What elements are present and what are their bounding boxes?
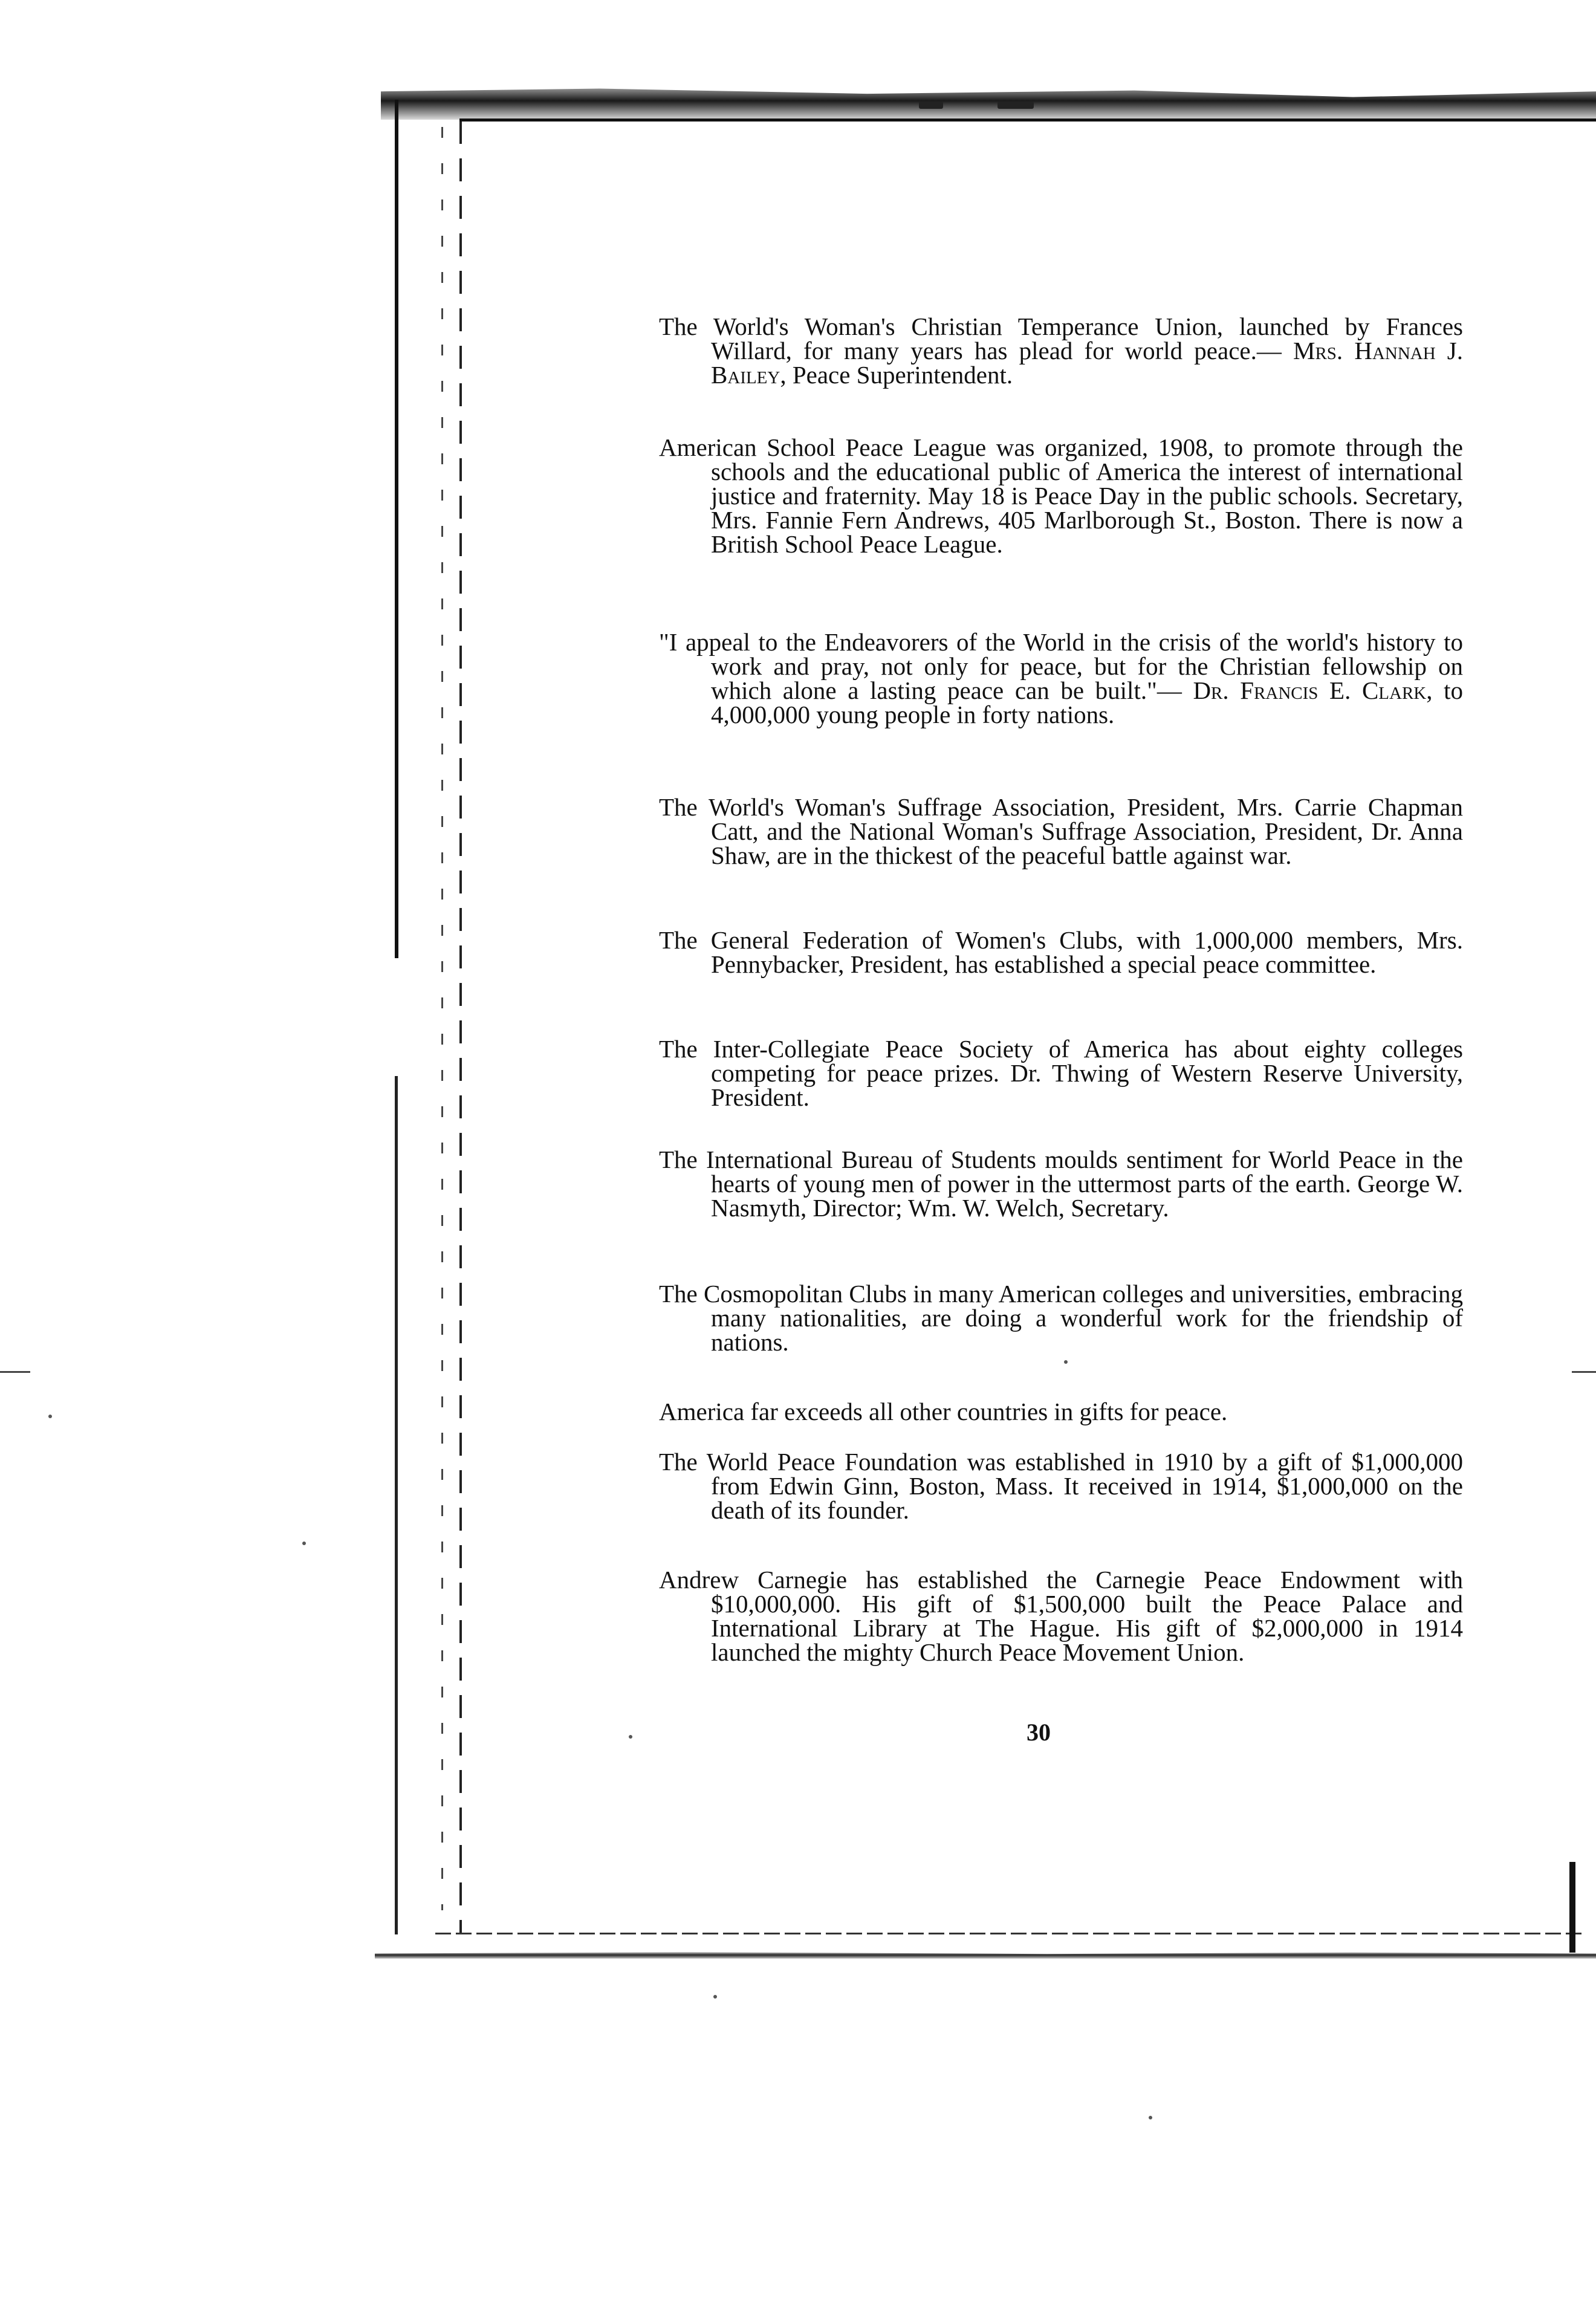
entry-signature-name: Dr. Francis E. Clark (1193, 676, 1427, 704)
scan-speck (629, 1735, 632, 1739)
entry-america-gifts (659, 1399, 1463, 1424)
entry-bureau-of-students (659, 1147, 1463, 1220)
entry-text: Andrew Carnegie has established the Carnegie Peace Endowment with $10,000,000. His gift of $1,500,000 built the Peace Palace and International Library at The Hague. His gift of $2,000,000 in 1914 launched the mighty Church Peace Movement Union. (659, 1566, 1463, 1666)
frame-left-outer-line (395, 1076, 398, 1934)
entry-world-peace-foundation (659, 1450, 1463, 1522)
entry-signature-rest: , Peace Superintendent. (780, 361, 1013, 389)
entry-school-peace-league (659, 435, 1463, 556)
scan-speck (1064, 1360, 1068, 1364)
fold-mark (0, 1371, 30, 1373)
entry-womens-clubs (659, 928, 1463, 976)
entry-text: The World's Woman's Christian Temperance Union, launched by Frances Willard, for many years has plead for world peace.— (659, 313, 1463, 365)
entry-carnegie (659, 1568, 1463, 1664)
scan-speck (919, 102, 943, 109)
frame-right-line (1569, 1862, 1575, 1953)
frame-bottom-line (435, 1933, 1584, 1934)
entry-signature-rest: , to 4,000,000 young people in forty nations. (711, 676, 1463, 728)
entry-signature-name: Mrs. Hannah J. Bailey (711, 337, 1463, 389)
entry-text: America far exceeds all other countries in gifts for peace. (659, 1398, 1228, 1425)
entry-endeavorers (659, 630, 1463, 727)
frame-top-line (459, 118, 1596, 122)
entry-text: American School Peace League was organized, 1908, to promote through the schools and the educational public of America the interest of international justice and fraternity. May 18 is Peace Day in the public schools. Secretary, Mrs. Fannie Fern Andrews, 405 Marlborough St., Boston. There is now a British School Peace League. (659, 433, 1463, 558)
scan-speck (713, 1995, 717, 1999)
frame-left-outer-line (395, 100, 398, 958)
entry-suffrage-association (659, 795, 1463, 867)
scan-top-edge (381, 73, 1596, 120)
entry-text: The Inter-Collegiate Peace Society of America has about eighty colleges competing for peace prizes. Dr. Thwing of Western Reserve University, President. (659, 1035, 1463, 1111)
entry-text: The General Federation of Women's Clubs, with 1,000,000 members, Mrs. Pennybacker, President, has established a special peace committee. (659, 926, 1463, 978)
entry-text: The Cosmopolitan Clubs in many American colleges and universities, embracing many nationalities, are doing a wonderful work for the friendship of nations. (659, 1280, 1463, 1356)
frame-left-mid-line (441, 127, 443, 1910)
scan-speck (997, 102, 1034, 109)
entry-wctu (659, 314, 1463, 387)
entry-text: The International Bureau of Students moulds sentiment for World Peace in the hearts of young men of power in the uttermost parts of the earth. George W. Nasmyth, Director; Wm. W. Welch, Secretary. (659, 1146, 1463, 1222)
entry-text: The World's Woman's Suffrage Association, President, Mrs. Carrie Chapman Catt, and the National Woman's Suffrage Association, President, Dr. Anna Shaw, are in the thickest of the peaceful battle against war. (659, 793, 1463, 869)
page-number: 30 (1027, 1719, 1051, 1746)
scan-bottom-edge (375, 1951, 1596, 1959)
entry-intercollegiate (659, 1037, 1463, 1109)
entry-cosmopolitan-clubs (659, 1282, 1463, 1354)
scan-speck (48, 1415, 52, 1418)
fold-mark (1572, 1371, 1596, 1373)
scan-speck (302, 1542, 306, 1545)
entry-text: "I appeal to the Endeavorers of the World in the crisis of the world's history to work and pray, not only for peace, but for the Christian fellowship on which alone a lasting peace can be built."— (659, 628, 1463, 704)
scan-speck (1149, 2116, 1152, 2119)
entry-text: The World Peace Foundation was established in 1910 by a gift of $1,000,000 from Edwin Ginn, Boston, Mass. It received in 1914, $1,000,000 on the death of its founder. (659, 1448, 1463, 1524)
frame-left-inner-line (459, 121, 462, 1934)
